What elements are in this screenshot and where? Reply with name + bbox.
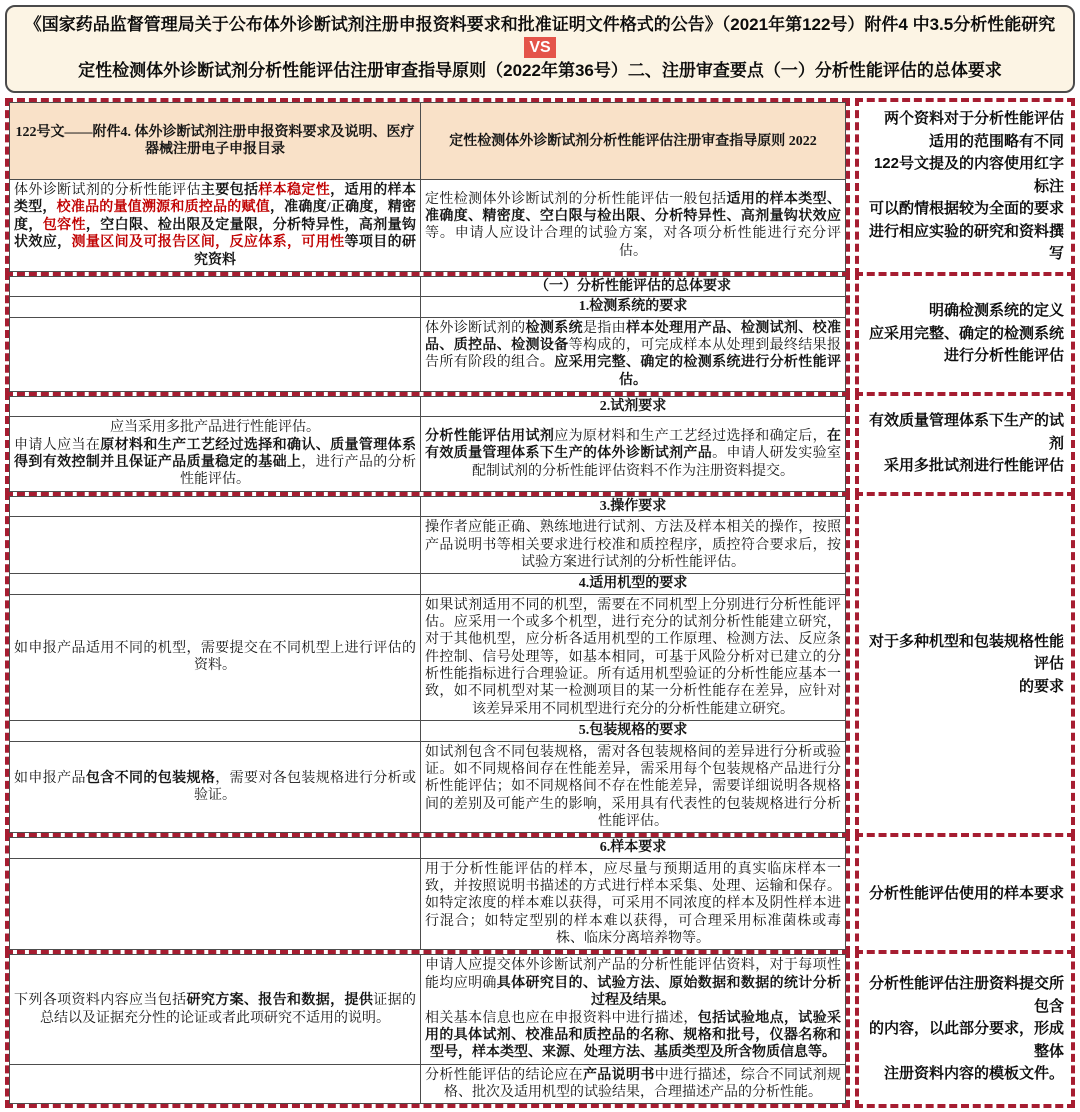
table-row	[9, 396, 846, 417]
annotation-line: 应采用完整、确定的检测系统	[868, 324, 1064, 342]
row-band	[5, 392, 1075, 496]
table-cell-right	[420, 858, 846, 951]
text-run: ，准确度/正确度，精密度，	[14, 200, 417, 233]
table-cell-left-empty	[9, 396, 421, 417]
text-run: 如申报产品适用不同的机型，需要提交在不同机型上进行评估的资料。	[14, 641, 416, 674]
section-title-text: 4.适用机型的要求	[578, 576, 688, 592]
table-cell-left	[9, 741, 421, 834]
text-run: 是指由	[582, 320, 627, 336]
cell-text	[14, 992, 416, 1027]
table-row	[9, 416, 846, 491]
vs-badge: VS	[524, 37, 555, 58]
text-run: ，空白限、检出限及定量限，分析特异性，高剂量钩状效应，	[14, 217, 417, 251]
table-group-rows	[9, 396, 846, 492]
cell-text	[425, 428, 841, 480]
column-header-right	[420, 102, 846, 180]
table-cell-right	[420, 741, 846, 834]
table-cell-left	[9, 416, 421, 491]
text-run: 如申报产品	[14, 770, 86, 786]
table-group	[5, 98, 850, 276]
table-row	[9, 1064, 846, 1105]
table-row	[9, 496, 846, 517]
cell-text	[14, 640, 416, 675]
table-cell-left	[9, 594, 421, 722]
table-row	[9, 837, 846, 858]
text-run: 研究方案、报告和数据，提供	[186, 993, 374, 1009]
table-group	[5, 950, 850, 1108]
table-group-rows	[9, 496, 846, 833]
annotation-line: 的内容，以此部分要求，形成整体	[868, 1020, 1064, 1060]
table-group-rows	[9, 954, 846, 1104]
text-run: 样本稳定性	[258, 183, 331, 199]
section-title-text: （一）分析性能评估的总体要求	[535, 278, 731, 294]
text-run: 包括试验地点，试验采用的具体试剂、校准品和质控品的名称、规格和批号，仪器名称和型号，样本类型、来源、处理方法、基质类型及所含物质信息等。	[425, 1010, 842, 1061]
section-title-cell	[420, 496, 846, 517]
table-cell-left-empty	[9, 276, 421, 297]
text-run: 如果试剂适用不同的机型，需要在不同机型上分别进行分析性能评估。应采用一个或多个机型，进行充分的试剂分析性能建立研究，对于其他机型，应分析各适用机型的工作原理、检测方法、反应条件控制、信号处理等，如基本相同，可基于风险分析对已建立的分析性能指标进行合理验证。所有适用机型验证的分析性能应基本一致，如不同机型对某一检测项目的某一分析性能存在差异，应针对该差异采用不同机型进行充分的分析性能建立研究。	[425, 597, 841, 717]
text-run: 证据的总结以及证据充分性的论证或者此项研究不适用的说明。	[40, 993, 417, 1026]
table-row	[9, 296, 846, 317]
table-row	[9, 179, 846, 272]
row-band	[5, 950, 1075, 1108]
table-group-rows	[9, 102, 846, 272]
row-band	[5, 833, 1075, 954]
table-cell-left-empty	[9, 573, 421, 594]
vs-badge-row	[21, 36, 1059, 60]
table-row	[9, 276, 846, 297]
section-title-cell	[420, 276, 846, 297]
annotation-line: 采用多批试剂进行性能评估	[883, 457, 1064, 475]
cell-text	[425, 597, 841, 719]
table-group	[5, 392, 850, 496]
cell-text	[425, 320, 841, 389]
table-cell-left-empty	[9, 720, 421, 741]
column-header-left	[9, 102, 421, 180]
comparison-table	[5, 98, 1075, 1108]
table-cell-right	[420, 516, 846, 574]
text-run: 应当采用多批产品进行性能评估。	[110, 420, 320, 436]
text-run: 主要包括	[200, 183, 259, 199]
table-group	[5, 833, 850, 954]
text-run: 用于分析性能评估的样本，应尽量与预期适用的真实临床样本一致，并按照说明书描述的方式进行样本采集、处理、运输和保存。如特定浓度的样本难以获得，可采用不同浓度的样本及阴性样本进行混合；如特定型别的样本难以获得，可合理采用标准菌株或毒株、临床分离培养物等。	[425, 861, 841, 947]
text-run: 中进行描述，综合不同试剂规格、批次及适用机型的试验结果，合理描述产品的分析性能。	[444, 1067, 842, 1100]
row-band	[5, 272, 1075, 396]
table-row	[9, 516, 846, 574]
row-band	[5, 492, 1075, 837]
annotation-line: 的要求	[1018, 677, 1064, 695]
table-cell-left-empty	[9, 837, 421, 858]
text-run: 如试剂包含不同包装规格，需对各包装规格间的差异进行分析或验证。如不同规格间存在性能差异，需采用每个包装规格产品进行分析性能评估；如不同规格间不存在性能差异，需要详细说明各规格间的差别及可能产生的影响，采用具有代表性的包装规格进行分析性能评估。	[425, 744, 841, 829]
text-run: 体外诊断试剂的	[425, 320, 526, 336]
text-run: ，进行产品的分析性能评估。	[180, 455, 416, 488]
table-cell-right	[420, 1064, 846, 1105]
text-run: 具体研究目的、试验方法、原始数据和数据的统计分析过程及结果。	[496, 975, 842, 1009]
section-title-cell	[420, 573, 846, 594]
title-line-2: 定性检测体外诊断试剂分析性能评估注册审查指导原则（2022年第36号）二、注册审查要点（一）分析性能评估的总体要求	[78, 61, 1002, 81]
text-run: 相关基本信息也应在申报资料中进行描述，	[425, 1010, 698, 1026]
text-run: 包含不同的包装规格	[85, 770, 216, 786]
section-title-text: 1.检测系统的要求	[578, 299, 688, 315]
annotation-line: 进行分析性能评估	[943, 347, 1064, 365]
row-band	[5, 98, 1075, 276]
text-run: 检测系统	[525, 320, 583, 336]
text-run: 产品说明书	[582, 1067, 655, 1083]
annotation-text	[869, 883, 1064, 906]
annotation-line: 分析性能评估注册资料提交所包含	[868, 975, 1064, 1015]
annotation-text	[866, 410, 1064, 478]
table-group	[5, 492, 850, 837]
annotation-text	[866, 973, 1064, 1086]
table-row	[9, 102, 846, 180]
cell-text	[425, 744, 841, 831]
table-row	[9, 720, 846, 741]
text-run: 测量区间及可报告区间，反应体系，可用性	[71, 235, 345, 251]
column-header-right-text: 定性检测体外诊断试剂分析性能评估注册审查指导原则 2022	[449, 133, 817, 149]
section-title-text: 2.试剂要求	[599, 399, 667, 415]
table-row	[9, 573, 846, 594]
table-row	[9, 594, 846, 722]
annotation-text	[866, 631, 1064, 699]
cell-text	[425, 1067, 841, 1102]
text-run: 适用的样本类型、准确度、精密度、空白限与检出限、分析特异性、高剂量钩状效应	[425, 191, 841, 225]
table-cell-right	[420, 179, 846, 272]
table-cell-left	[9, 858, 421, 951]
annotation-box	[855, 98, 1075, 276]
text-run: 包容性	[42, 217, 86, 233]
annotation-line: 122号文提及的内容使用红字标注	[873, 155, 1064, 195]
annotation-line: 分析性能评估使用的样本要求	[868, 884, 1064, 902]
title-box	[5, 5, 1075, 93]
text-run: 应为原材料和生产工艺经过选择和确定后，	[554, 429, 828, 445]
section-title-cell	[420, 837, 846, 858]
annotation-box	[855, 492, 1075, 837]
table-group-rows	[9, 837, 846, 950]
cell-text	[14, 770, 416, 805]
text-run: 应采用完整、确定的检测系统进行分析性能评估。	[554, 355, 842, 388]
table-cell-left	[9, 1064, 421, 1105]
title-line-1: 《国家药品监督管理局关于公布体外诊断试剂注册申报资料要求和批准证明文件格式的公告》（2021年第122号）附件4 中3.5分析性能研究	[24, 15, 1056, 34]
cell-text	[14, 419, 416, 488]
section-title-cell	[420, 396, 846, 417]
cell-text	[425, 957, 841, 1061]
text-run: 定性检测体外诊断试剂的分析性能评估一般包括	[425, 191, 727, 207]
annotation-box	[855, 950, 1075, 1108]
text-run: 原材料和生产工艺经过选择和确认、质量管理体系得到有效控制并且保证产品质量稳定的基础上	[14, 437, 417, 471]
table-cell-left	[9, 317, 421, 392]
text-run: 操作者应能正确、熟练地进行试剂、方法及样本相关的操作，按照产品说明书等相关要求进行校准和质控程序，质控符合要求后，按试验方案进行试剂的分析性能评估。	[425, 520, 841, 570]
table-cell-right	[420, 416, 846, 491]
section-title-text: 5.包装规格的要求	[578, 723, 688, 739]
table-cell-left	[9, 179, 421, 272]
text-run: 等构成的，可完成样本从处理到最终结果报告所有阶段的组合。	[425, 337, 842, 371]
cell-text	[14, 182, 416, 269]
cell-text	[425, 191, 841, 260]
text-run: 样本处理用产品、检测试剂、校准品、质控品、检测设备	[425, 320, 842, 353]
annotation-box	[855, 272, 1075, 396]
text-run: 下列各项资料内容应当包括	[14, 993, 187, 1009]
text-run: 等项目的研究资料	[194, 235, 417, 268]
text-run: 等。申请人应设计合理的试验方案，对各项分析性能进行充分评估。	[425, 226, 841, 259]
annotation-line: 明确检测系统的定义	[928, 302, 1064, 320]
table-row	[9, 741, 846, 834]
annotation-line: 两个资料对于分析性能评估	[883, 110, 1064, 128]
table-row	[9, 317, 846, 392]
table-row	[9, 858, 846, 951]
annotation-text	[866, 108, 1064, 266]
section-title-cell	[420, 296, 846, 317]
text-run: 申请人应提交体外诊断试剂产品的分析性能评估资料，对于每项性能均应明确	[425, 958, 841, 991]
annotation-line: 注册资料内容的模板文件。	[883, 1065, 1064, 1083]
text-run: 校准品的量值溯源和质控品的赋值	[56, 200, 270, 216]
section-title-text: 6.样本要求	[599, 840, 667, 856]
text-run: 体外诊断试剂的分析性能评估	[14, 183, 201, 199]
table-cell-left	[9, 954, 421, 1064]
text-run: ，需要对各包装规格进行分析或验证。	[194, 770, 417, 803]
table-cell-right	[420, 594, 846, 722]
annotation-box	[855, 833, 1075, 954]
table-cell-left-empty	[9, 496, 421, 517]
annotation-line: 可以酌情根据较为全面的要求	[868, 200, 1064, 218]
text-run: 分析性能评估的结论应在	[425, 1067, 583, 1083]
annotation-line: 有效质量管理体系下生产的试剂	[868, 412, 1064, 452]
text-run: 。申请人研发实验室配制试剂的分析性能评估资料不作为注册资料提交。	[472, 446, 842, 479]
cell-text	[425, 861, 841, 948]
annotation-line: 适用的范围略有不同	[928, 132, 1064, 150]
text-run: 在有效质量管理体系下生产的体外诊断试剂产品	[425, 429, 842, 462]
annotation-text	[869, 300, 1064, 368]
text-run: ，适用的样本类型，	[14, 183, 417, 216]
table-cell-left-empty	[9, 296, 421, 317]
table-cell-right	[420, 317, 846, 392]
cell-text	[425, 519, 841, 571]
table-row	[9, 954, 846, 1064]
annotation-box	[855, 392, 1075, 496]
section-title-text: 3.操作要求	[599, 498, 667, 514]
table-group	[5, 272, 850, 396]
section-title-cell	[420, 720, 846, 741]
table-cell-left	[9, 516, 421, 574]
table-group-rows	[9, 276, 846, 392]
annotation-line: 进行相应实验的研究和资料撰写	[868, 222, 1064, 263]
annotation-line: 对于多种机型和包装规格性能评估	[868, 632, 1064, 673]
table-cell-right	[420, 954, 846, 1064]
text-run: 分析性能评估用试剂	[425, 429, 555, 445]
text-run: 申请人应当在	[14, 437, 101, 453]
column-header-left-text: 122号文——附件4. 体外诊断试剂注册申报资料要求及说明、医疗器械注册电子申报目录	[15, 124, 415, 158]
